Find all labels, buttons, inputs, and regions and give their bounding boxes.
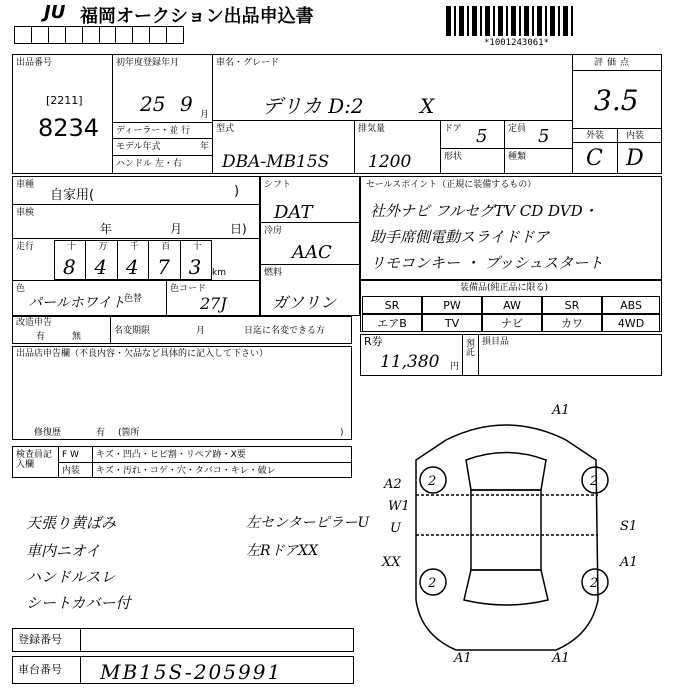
checker-fw-items: キズ・凹凸・ヒビ割・リペア跡・X要: [96, 450, 246, 460]
repair-close: ): [340, 428, 344, 438]
year-label: 初年度登録年月: [116, 58, 180, 68]
period-label: 名変期限: [114, 326, 151, 336]
note-right-1: 左センターピラーU: [246, 515, 370, 531]
note-right-2: 左RドアXX: [246, 543, 319, 559]
insp-month: 月: [170, 222, 183, 236]
equip-1-2: PW: [422, 296, 482, 314]
ext-label: 外装: [586, 131, 605, 141]
car-type: DBA-MB15S: [222, 152, 330, 172]
barcode-number: *1001243061*: [484, 38, 550, 48]
equip-2-3: ナビ: [482, 314, 542, 332]
mark-u: U: [390, 521, 401, 536]
deposit-label: 預託: [464, 338, 474, 356]
chassis-number: MB15S-205991: [100, 660, 283, 684]
month-unit: 月: [200, 110, 210, 120]
reg-month: 9: [180, 92, 193, 116]
use-label: 車種: [16, 180, 35, 190]
lot-sub: [2211]: [46, 94, 83, 107]
ac-label: 冷房: [264, 226, 283, 236]
sales-line-2: 助手席側電動スライドドア: [370, 228, 550, 246]
note-left-2: 車内ニオイ: [26, 542, 101, 560]
lot-number: 8234: [38, 114, 100, 142]
inspection-label: 車検: [16, 208, 35, 218]
title-boxes: [14, 26, 184, 44]
color-code: 27J: [200, 294, 227, 313]
shift-label: シフト: [264, 180, 292, 190]
fuel-label: 燃料: [264, 268, 283, 278]
checker-label: 検査員記入欄: [16, 450, 53, 470]
mark-xx: XX: [382, 555, 401, 570]
period-unit: 月: [196, 326, 206, 336]
insp-year: 年: [100, 222, 113, 236]
repair-yes: 有: [96, 428, 106, 438]
sales-line-3: リモコンキー ・ プッシュスタート: [370, 254, 604, 272]
car-name-label: 車名・グレード: [216, 58, 280, 68]
history-yes: 有: [36, 332, 46, 342]
int-grade: D: [626, 146, 644, 171]
form-title: 福岡オークション出品申込書: [80, 6, 314, 27]
capacity: 5: [538, 126, 550, 147]
equipment-label: 装備品(純正品に限る): [460, 283, 549, 293]
shape-label: 形状: [444, 152, 463, 162]
kind-label: 種類: [508, 152, 527, 162]
lot-label: 出品番号: [16, 58, 53, 68]
mark-a2: A2: [384, 477, 402, 492]
declaration-label: 出品店申告欄（不良内容・欠品など具体的に記入して下さい）: [16, 349, 269, 359]
tire-label-fr: 2: [590, 474, 599, 489]
sales-line-1: 社外ナビ フルセグTV CD DVD・: [370, 202, 598, 220]
use-close: ): [234, 184, 240, 199]
dealer-label: ディーラー・並 行: [116, 126, 191, 136]
mark-s1: S1: [620, 519, 638, 534]
color-label: 色: [16, 284, 26, 294]
type-label: 型式: [216, 124, 235, 134]
eval-score: 3.5: [594, 84, 639, 117]
model-year-label: モデル年式: [116, 142, 161, 152]
tire-label-fl: 2: [428, 474, 437, 489]
history-label: 改造申告: [16, 318, 53, 328]
period-note: 日迄に名変できる方: [244, 326, 326, 336]
equip-1-1: SR: [362, 296, 422, 314]
recycle-label: R券: [364, 335, 383, 348]
equip-2-5: 4WD: [602, 314, 660, 332]
mileage-unit: km: [212, 268, 226, 278]
equip-1-5: ABS: [602, 296, 660, 314]
color-code-label: 色コード: [170, 284, 207, 294]
repair-label: 修復歴: [34, 428, 62, 438]
other-label: 損目品: [482, 337, 510, 347]
reg-number-label: 登録番号: [18, 633, 62, 646]
reg-number-box: [12, 628, 354, 652]
mark-a1-right: A1: [620, 555, 638, 570]
roof-outline: [471, 490, 541, 570]
car-body-outline: [416, 425, 598, 650]
history-no: 無: [72, 332, 82, 342]
car-grade: X: [420, 94, 435, 118]
car-cc: 1200: [368, 152, 412, 172]
ju-logo: JU: [44, 2, 66, 23]
barcode: [446, 6, 576, 36]
mark-a1-top: A1: [552, 403, 570, 418]
mark-a1-bottom-l: A1: [454, 651, 472, 666]
repair-paren: (箇所: [118, 428, 140, 438]
fuel-value: ガソリン: [272, 293, 337, 312]
reg-year: 25: [140, 92, 166, 116]
use-value: 自家用(: [50, 188, 95, 203]
doors: 5: [476, 126, 488, 147]
paint-label: 色替: [124, 294, 143, 304]
checker-int-items: キズ・汚れ・コゲ・穴・タバコ・キレ・破レ: [96, 466, 276, 476]
mileage-label: 走行: [16, 242, 35, 252]
shift-value: DAT: [274, 202, 313, 223]
equip-1-4: SR: [542, 296, 602, 314]
ext-grade: C: [586, 146, 603, 171]
mark-a1-bottom-r: A1: [552, 651, 570, 666]
sales-label: セールスポイント（正規に装備するもの）: [366, 180, 537, 190]
model-year-unit: 年: [200, 142, 210, 152]
checker-int: 内装: [62, 466, 81, 476]
mileage-grid: 十 8 万 4 千 4 百 7 十 3: [54, 240, 212, 280]
handle-label: ハンドル 左・右: [116, 159, 182, 169]
capacity-label: 定員: [508, 124, 527, 134]
equip-2-2: TV: [422, 314, 482, 332]
insp-day: 日): [230, 222, 247, 236]
cc-label: 排気量: [358, 124, 386, 134]
door-label: ドア: [444, 124, 462, 134]
checker-fw: F W: [62, 450, 79, 460]
chassis-label: 車台番号: [18, 663, 62, 676]
eval-label: 評価点: [594, 58, 634, 68]
car-name: デリカ D:2: [262, 94, 364, 118]
ac-value: AAC: [292, 242, 332, 263]
equip-2-1: エアB: [362, 314, 422, 332]
color-value: パールホワイト: [28, 295, 126, 311]
note-left-3: ハンドルスレ: [26, 568, 116, 586]
mark-w1: W1: [388, 499, 410, 514]
equip-2-4: カワ: [542, 314, 602, 332]
rear-window: [464, 570, 548, 605]
declaration-box: [12, 346, 352, 440]
tire-label-rl: 2: [428, 576, 437, 591]
windshield: [466, 453, 546, 491]
car-damage-diagram: [376, 400, 666, 670]
note-left-1: 天張り黄ばみ: [26, 514, 117, 532]
note-left-4: シートカバー付: [26, 594, 131, 612]
equip-1-3: AW: [482, 296, 542, 314]
int-label: 内装: [626, 131, 645, 141]
recycle-unit: 円: [450, 362, 460, 372]
recycle-value: 11,380: [380, 352, 440, 372]
tire-label-rr: 2: [590, 576, 599, 591]
